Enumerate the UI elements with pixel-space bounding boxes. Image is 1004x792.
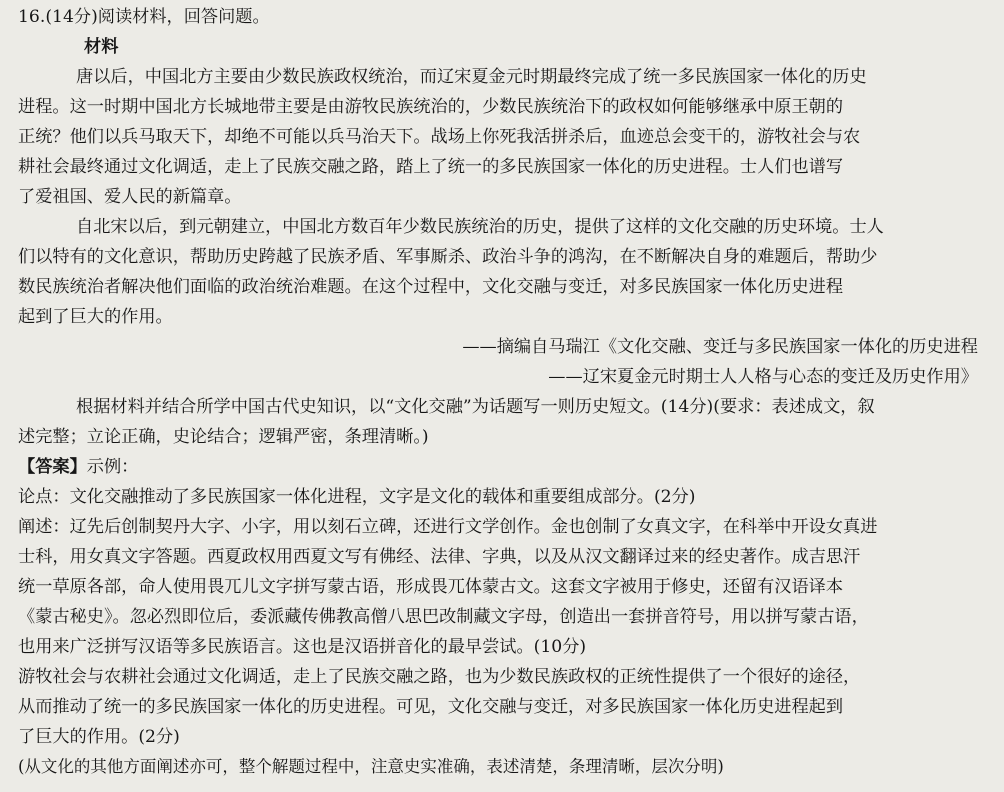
answer-intro: 示例：: [86, 457, 139, 477]
text-line: 数民族统治者解决他们面临的政治统治难题。在这个过程中，文化交融与变迁，对多民族国家一体化历史进程: [18, 277, 844, 297]
question-header: 16.(14分)阅读材料，回答问题。: [18, 7, 270, 27]
text-line: 正统？他们以兵马取天下，却绝不可能以兵马治天下。战场上你死我活拼杀后，血迹总会变干的，游牧社会与农: [18, 127, 861, 147]
answer-elaboration: [18, 512, 986, 662]
text-line: 也用来广泛拼写汉语等多民族语言。这也是汉语拼音化的最早尝试。(10分): [18, 637, 587, 657]
text-line: 统一草原各部，命人使用畏兀儿文字拼写蒙古语，形成畏兀体蒙古文。这套文字被用于修史，还留有汉语译本: [18, 577, 844, 597]
text-line: 进程。这一时期中国北方长城地带主要是由游牧民族统治的，少数民族统治下的政权如何能够继承中原王朝的: [18, 97, 844, 117]
answer-conclusion: [18, 662, 986, 752]
question-prompt: [18, 392, 986, 452]
text-line: 了爱祖国、爱人民的新篇章。: [18, 187, 242, 207]
material-label: 材料: [84, 37, 119, 57]
answer-heading: [18, 452, 986, 482]
text-line: 从而推动了统一的多民族国家一体化的历史进程。可见，文化交融与变迁，对多民族国家一体化历史进程起到: [18, 697, 844, 717]
text-line: 起到了巨大的作用。: [18, 307, 173, 327]
text-line: 《蒙古秘史》。忽必烈即位后，委派藏传佛教高僧八思巴改制藏文字母，创造出一套拼音符号，用以拼写蒙古语，: [18, 607, 869, 627]
answer-thesis: 论点：文化交融推动了多民族国家一体化进程，文字是文化的载体和重要组成部分。(2分): [18, 487, 696, 507]
text-line: 士科，用女真文字答题。西夏政权用西夏文写有佛经、法律、字典，以及从汉文翻译过来的经史著作。成吉思汗: [18, 547, 861, 567]
text-line: 自北宋以后，到元朝建立，中国北方数百年少数民族统治的历史，提供了这样的文化交融的历史环境。士人: [76, 217, 884, 237]
text-line: 了巨大的作用。(2分): [18, 727, 180, 747]
text-line: 们以特有的文化意识，帮助历史跨越了民族矛盾、军事厮杀、政治斗争的鸿沟，在不断解决自身的难题后，帮助少: [18, 247, 878, 267]
answer-tag: 【答案】: [18, 457, 87, 477]
material-paragraph-1: [18, 62, 986, 212]
text-line: 游牧社会与农耕社会通过文化调适，走上了民族交融之路，也为少数民族政权的正统性提供了一个很好的途径，: [18, 667, 861, 687]
answer-note: (从文化的其他方面阐述亦可，整个解题过程中，注意史实准确，表述清楚，条理清晰，层次分明): [18, 757, 724, 776]
text-line: 根据材料并结合所学中国古代史知识，以“文化交融”为话题写一则历史短文。(14分)(要求：表述成文，叙: [76, 397, 875, 417]
text-line: 唐以后，中国北方主要由少数民族政权统治，而辽宋夏金元时期最终完成了统一多民族国家一体化的历史: [76, 67, 867, 87]
text-line: 述完整；立论正确，史论结合；逻辑严密，条理清晰。): [18, 427, 429, 447]
source-citation-line-1: ——摘编自马瑞江《文化交融、变迁与多民族国家一体化的历史进程: [462, 337, 978, 357]
text-line: 耕社会最终通过文化调适，走上了民族交融之路，踏上了统一的多民族国家一体化的历史进程。士人们也谱写: [18, 157, 844, 177]
text-line: 阐述：辽先后创制契丹大字、小字，用以刻石立碑，还进行文学创作。金也创制了女真文字，在科举中开设女真进: [18, 517, 878, 537]
source-citation-line-2: ——辽宋夏金元时期士人人格与心态的变迁及历史作用》: [548, 367, 978, 387]
material-paragraph-2: [18, 212, 986, 332]
